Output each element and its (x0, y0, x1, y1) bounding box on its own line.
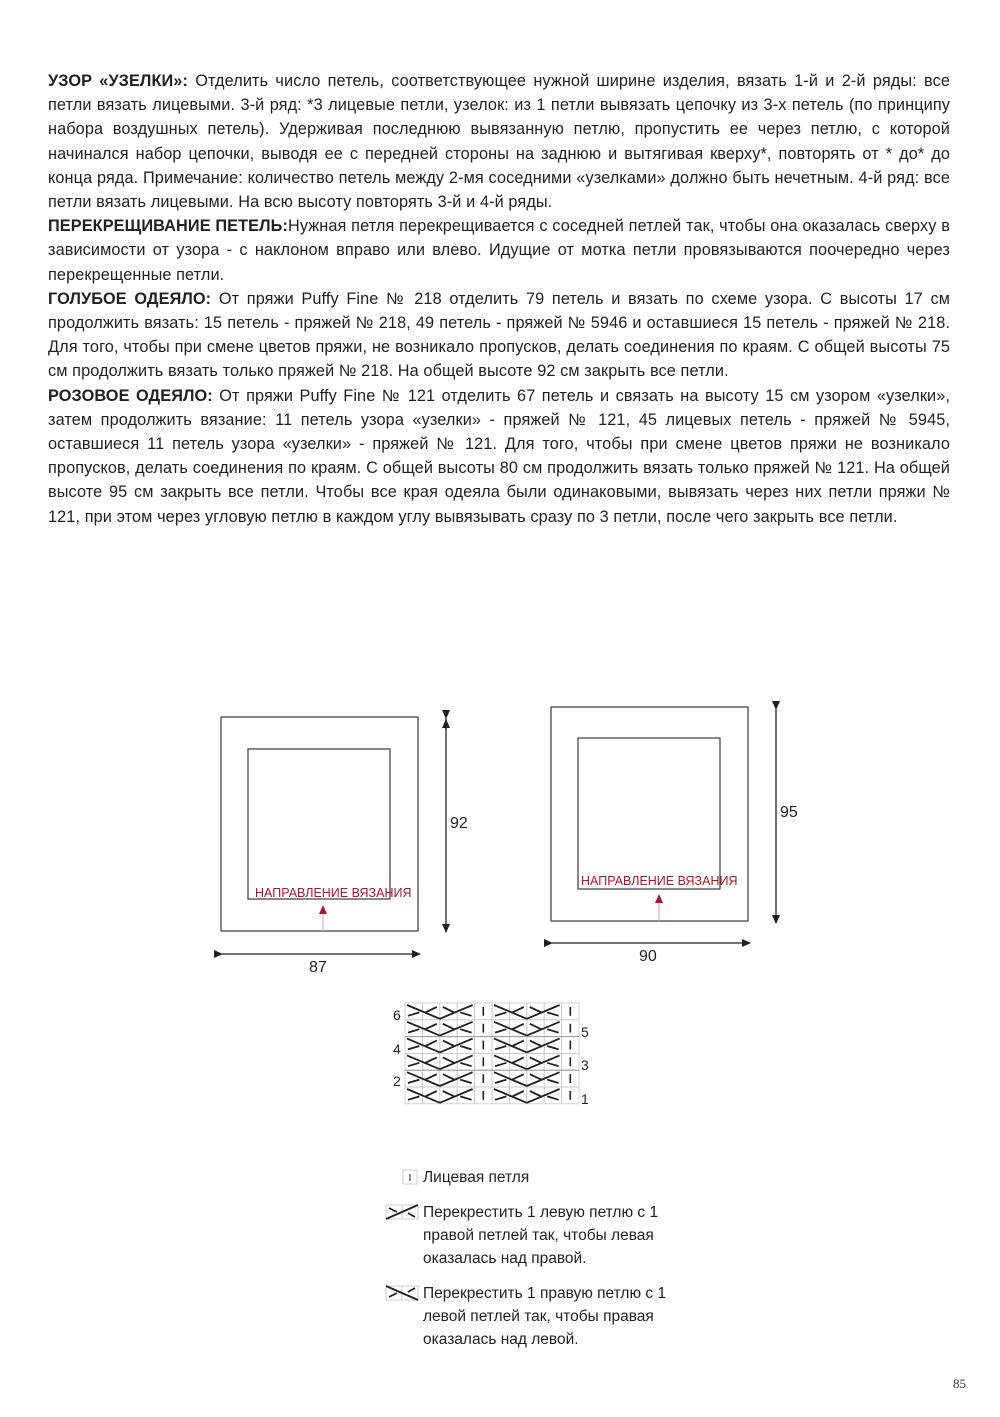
width-label: 90 (639, 948, 657, 965)
cross-stitch-short (495, 1029, 506, 1032)
cross-stitch-short (425, 1057, 436, 1062)
cross-stitch-short (425, 1091, 436, 1096)
section-body: От пряжи Puffy Fine № 121 отделить 67 петель и связать на высоту 15 см узором «узелки», затем продолжить вязание: 11 петель узора «узелки» - пряжей № 121, 45 лицевых петель - пряжей № 5945, оставшиеся 11 петель узора «узелки» - пряжей № 121. Для того, чтобы при смене цветов пряжи не возникало пропусков, делать соединения по краям. С общей высоты 80 см продолжить вязать только пряжей № 121. На общей высоте 95 см закрыть все петли. Чтобы все края одеяла были одинаковыми, вывязать через них петли пряжи № 121, при этом через угловую петлю в каждом углу вывязывать сразу по 3 петли, после чего закрыть все петли. (48, 386, 951, 526)
cross-stitch-short (460, 1046, 471, 1049)
section-body: От пряжи Puffy Fine № 218 отделить 79 петель и вязать по схеме узора. С высоты 17 см продолжить вязать: 15 петель - пряжей № 218, 49 петель - пряжей № 5946 и оставшиеся 15 петель - пряжей № 218. Для того, чтобы при смене цветов пряжи, не возникало пропусков, делать соединения по краям. С общей высоты 75 см продолжить вязать только пряжей № 218. На общей высоте 92 см закрыть все петли. (48, 289, 950, 381)
section-pink-blanket (48, 384, 950, 529)
legend-item-knit (383, 1166, 743, 1189)
cross-stitch-short (512, 1057, 523, 1062)
row-label-3: 3 (581, 1057, 589, 1073)
cross-stitch-short (425, 1074, 436, 1079)
legend-text: Перекрестить 1 левую петлю с 1 правой петлей так, чтобы левая оказалась над правой. (423, 1204, 659, 1267)
cross-stitch-short (460, 1029, 471, 1032)
cross-stitch-short (460, 1096, 471, 1099)
blue-blanket-diagram (210, 700, 510, 980)
cross-stitch-short (547, 1012, 558, 1015)
cross-stitch-short (408, 1096, 419, 1099)
section-heading: РОЗОВОЕ ОДЕЯЛО: (48, 386, 213, 405)
cross-stitch-short (512, 1074, 523, 1079)
section-heading: ГОЛУБОЕ ОДЕЯЛО: (48, 289, 212, 308)
cross-stitch-short (408, 1029, 419, 1032)
cross-stitch-short (443, 1024, 454, 1029)
cross-stitch-short (530, 1057, 541, 1062)
width-label: 87 (309, 959, 327, 976)
cross-stitch-short (547, 1096, 558, 1099)
instructions-text (48, 69, 950, 529)
section-body: Нужная петля перекрещивается с соседней петлей так, чтобы она оказалась сверху в зависимости от узора - с наклоном вправо или влево. Идущие от мотка петли провязываются поочередно через перекрещенные петли. (48, 217, 950, 284)
height-label: 95 (780, 804, 798, 821)
cross-stitch-short (547, 1063, 558, 1066)
left-over-right-cross-icon (383, 1201, 423, 1221)
cross-stitch-short (443, 1074, 454, 1079)
section-uzor-uzelki (48, 69, 950, 214)
cross-stitch-short (408, 1012, 419, 1015)
legend-text: Перекрестить 1 правую петлю с 1 левой петлей так, чтобы правая оказалась над левой. (423, 1285, 667, 1348)
right-over-left-cross-icon (383, 1282, 423, 1302)
page-number: 85 (953, 1376, 966, 1391)
row-label-6: 6 (393, 1007, 401, 1023)
cross-stitch-short (408, 1080, 419, 1083)
cross-stitch-short (512, 1024, 523, 1029)
chart-legend (383, 1166, 743, 1363)
cross-stitch-short (530, 1007, 541, 1012)
cross-stitch-short (512, 1041, 523, 1046)
direction-label: НАПРАВЛЕНИЕ ВЯЗАНИЯ (581, 874, 738, 888)
cross-stitch-short (530, 1041, 541, 1046)
cross-stitch-short (547, 1046, 558, 1049)
pink-blanket-diagram (540, 695, 820, 970)
cross-stitch-short (495, 1063, 506, 1066)
height-label: 92 (450, 815, 468, 832)
cross-stitch-short (408, 1046, 419, 1049)
cross-stitch-short (443, 1041, 454, 1046)
cross-stitch-short (408, 1063, 419, 1066)
legend-item-left-cross (383, 1201, 743, 1270)
row-label-2: 2 (393, 1073, 401, 1089)
cross-stitch-short (443, 1091, 454, 1096)
cross-stitch-short (547, 1080, 558, 1083)
section-blue-blanket (48, 287, 950, 384)
cross-stitch-short (425, 1024, 436, 1029)
cross-stitch-short (530, 1074, 541, 1079)
cross-stitch-short (530, 1091, 541, 1096)
cross-stitch-short (547, 1029, 558, 1032)
section-heading: УЗОР «УЗЕЛКИ»: (48, 72, 188, 90)
cross-stitch-short (460, 1063, 471, 1066)
stitch-chart (385, 995, 600, 1115)
cross-stitch-short (495, 1080, 506, 1083)
knit-stitch-icon (383, 1166, 423, 1186)
legend-item-right-cross (383, 1282, 743, 1351)
cross-stitch-short (530, 1024, 541, 1029)
inner-panel (578, 738, 720, 889)
section-crossing-stitches (48, 214, 950, 287)
row-label-5: 5 (581, 1024, 589, 1040)
cross-stitch-short (425, 1007, 436, 1012)
cross-stitch-short (460, 1012, 471, 1015)
row-label-4: 4 (393, 1041, 401, 1057)
cross-stitch-short (495, 1046, 506, 1049)
cross-stitch-short (512, 1007, 523, 1012)
legend-text: Лицевая петля (423, 1169, 530, 1186)
section-body: Отделить число петель, соответствующее нужной ширине изделия, вязать 1-й и 2-й ряды: все петли вязать лицевыми. 3-й ряд: *3 лицевые петли, узелок: из 1 петли вывязать цепочку из 3-х петель (по принципу набора воздушных петель). Удерживая последнюю вывязанную петлю, пропустить ее через петлю, с которой начинался набор цепочки, выводя ее с передней стороны на заднюю и вытягивая кверху*, повторять от * до* до конца ряда. Примечание: количество петель между 2-мя соседними «узелками» должно быть нечетным. 4-й ряд: все петли вязать лицевыми. На всю высоту повторять 3-й и 4-й ряды. (48, 72, 951, 212)
cross-stitch-short (495, 1096, 506, 1099)
inner-panel (248, 749, 390, 899)
row-label-1: 1 (581, 1091, 589, 1107)
section-heading: ПЕРЕКРЕЩИВАНИЕ ПЕТЕЛЬ: (48, 217, 288, 236)
direction-label: НАПРАВЛЕНИЕ ВЯЗАНИЯ (255, 886, 412, 900)
cross-stitch-short (425, 1041, 436, 1046)
cross-stitch-short (443, 1057, 454, 1062)
cross-stitch-short (495, 1012, 506, 1015)
chart-grid (405, 1003, 579, 1104)
cross-stitch-short (512, 1091, 523, 1096)
cross-stitch-short (443, 1007, 454, 1012)
cross-stitch-short (460, 1080, 471, 1083)
